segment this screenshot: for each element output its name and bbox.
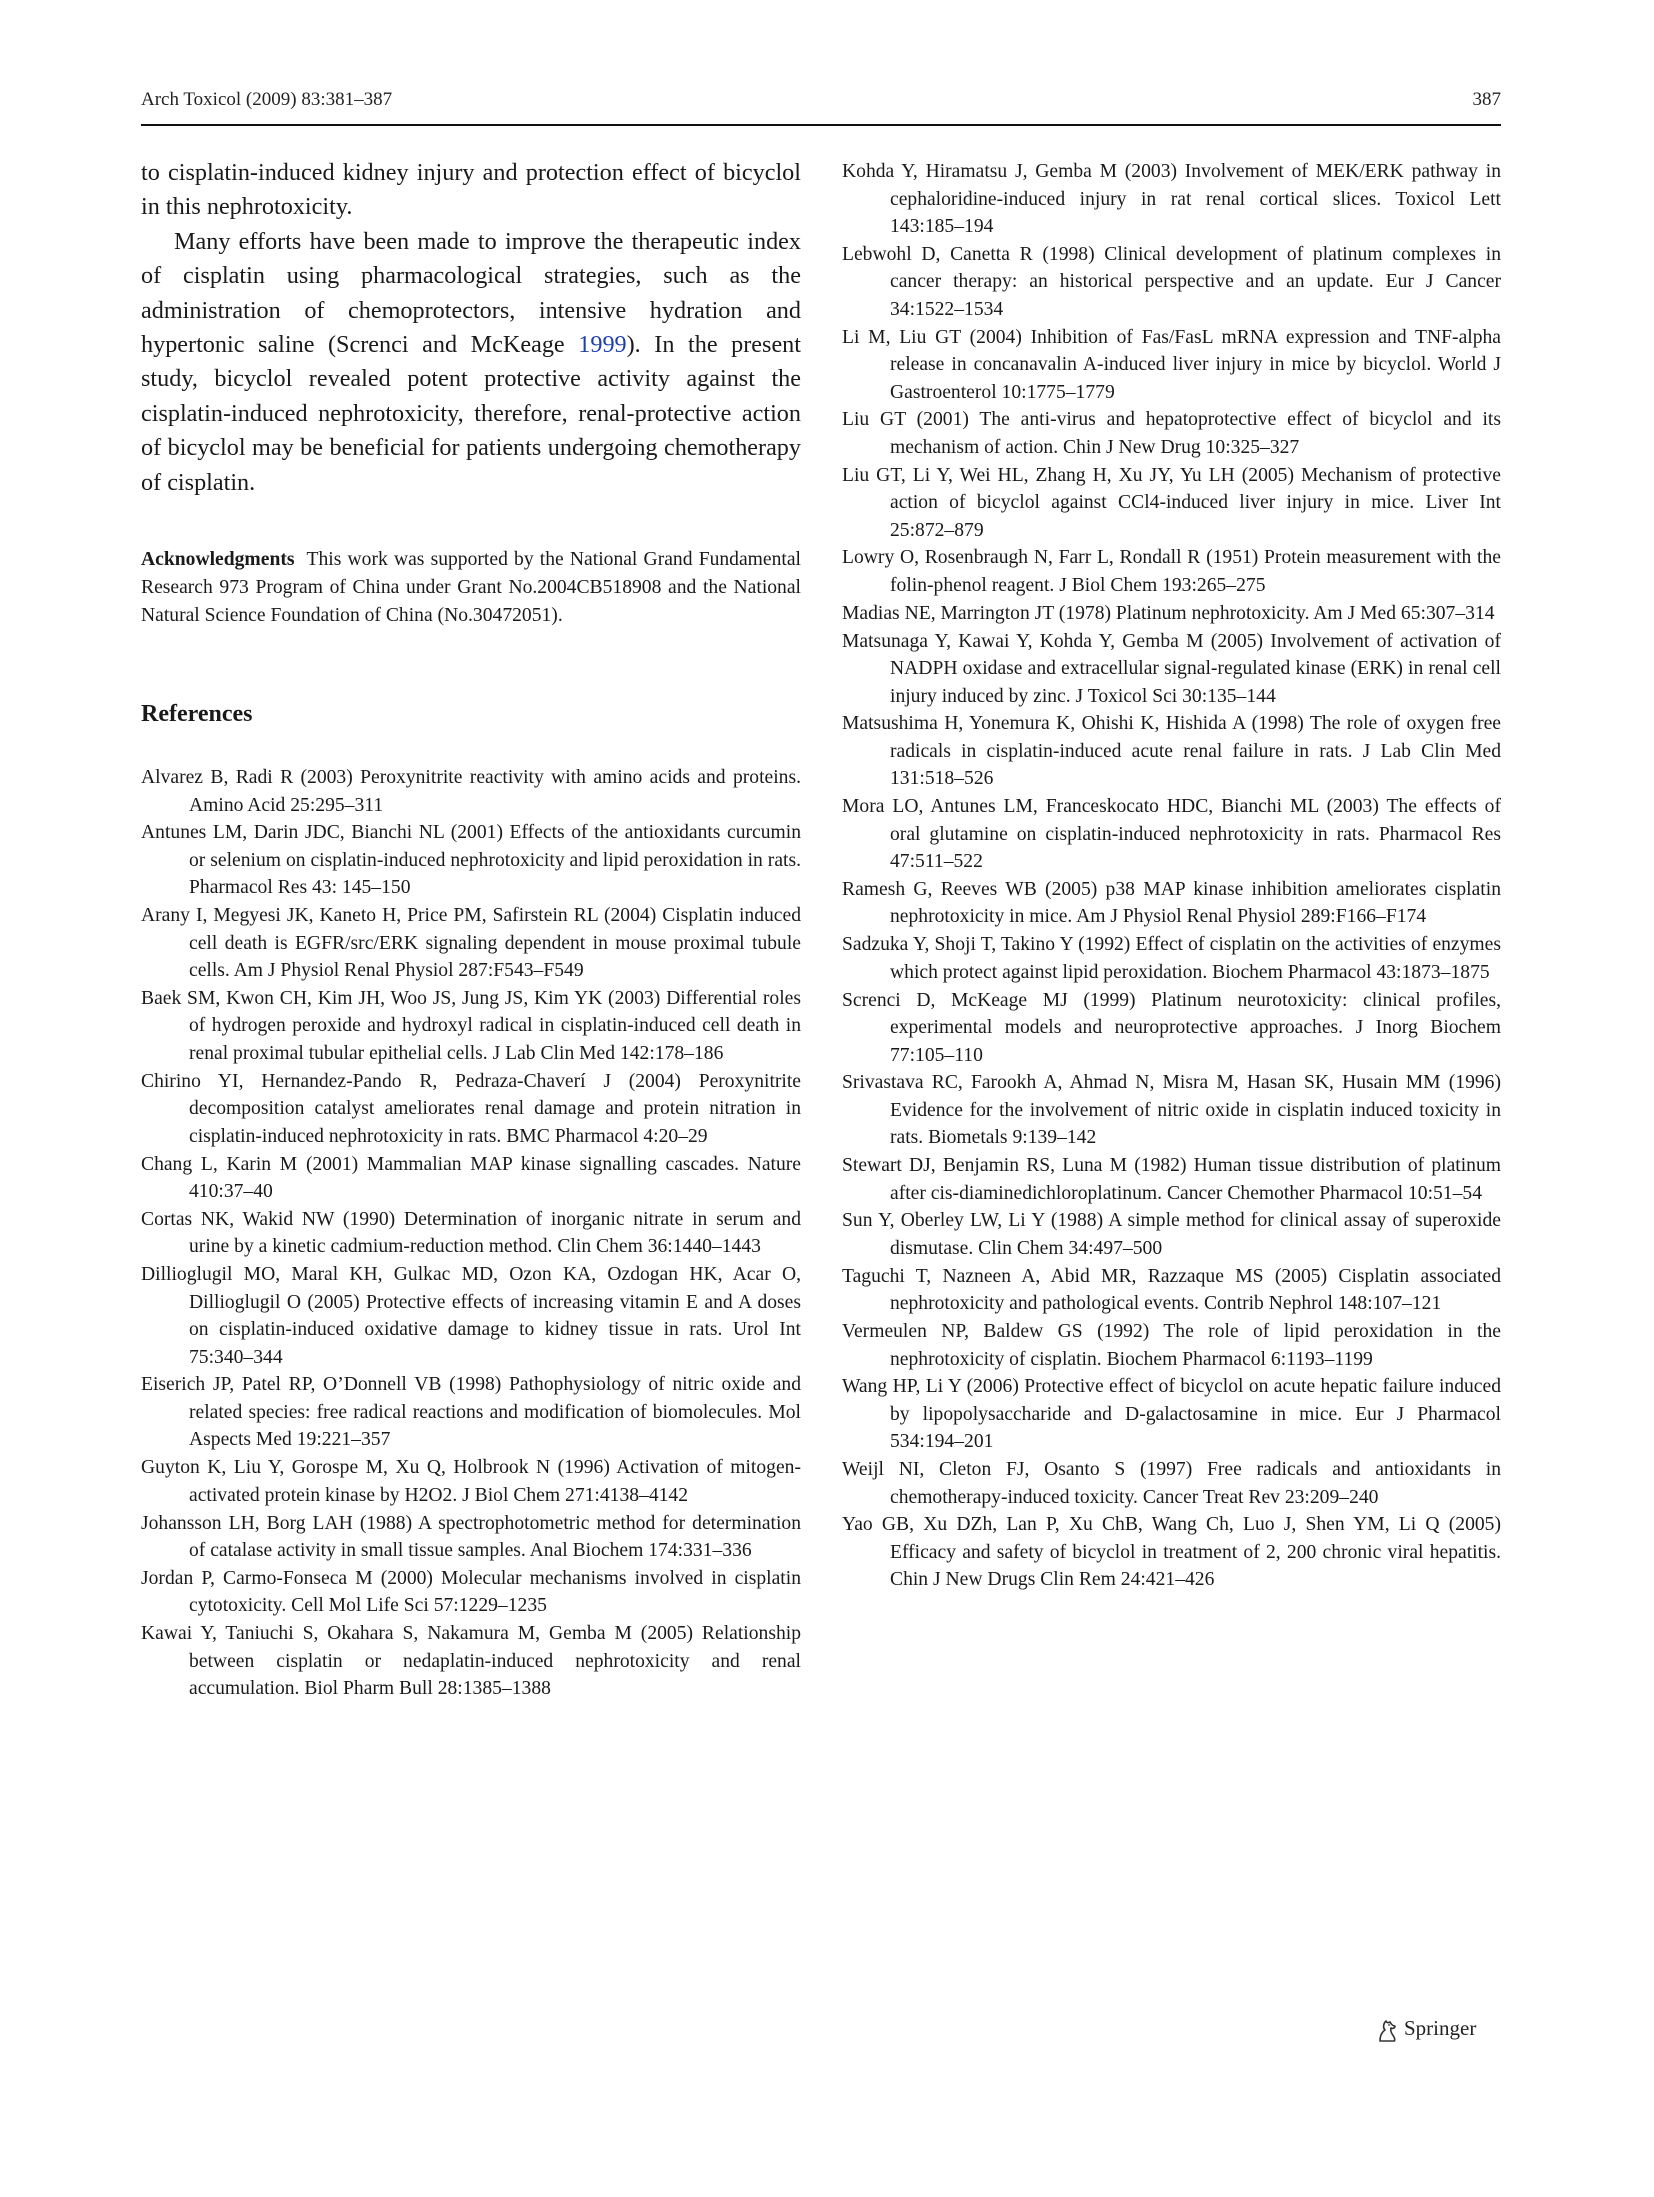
reference-item: Li M, Liu GT (2004) Inhibition of Fas/FasL mRNA expression and TNF-alpha release in concanavalin A-induced liver injury in mice by bicyclol. World J Gastroenterol 10:1775–1779 (842, 326, 1501, 403)
reference-item: Lowry O, Rosenbraugh N, Farr L, Rondall R (1951) Protein measurement with the folin-phenol reagent. J Biol Chem 193:265–275 (842, 547, 1501, 596)
springer-horse-icon (1374, 2017, 1400, 2043)
citation-link-1999[interactable]: 1999 (578, 331, 627, 359)
reference-item: Wang HP, Li Y (2006) Protective effect of bicyclol on acute hepatic failure induced by lipopolysaccharide and D-galactosamine in mice. Eur J Pharmacol 534:194–201 (842, 1376, 1501, 1453)
reference-item: Arany I, Megyesi JK, Kaneto H, Price PM, Safirstein RL (2004) Cisplatin induced cell death is EGFR/src/ERK signaling dependent in mouse proximal tubule cells. Am J Physiol Renal Physiol 287:F543–F549 (141, 905, 801, 982)
reference-item: Screnci D, McKeage MJ (1999) Platinum neurotoxicity: clinical profiles, experimental models and neuroprotective approaches. J Inorg Biochem 77:105–110 (842, 989, 1501, 1066)
reference-item: Guyton K, Liu Y, Gorospe M, Xu Q, Holbrook N (1996) Activation of mitogen-activated protein kinase by H2O2. J Biol Chem 271:4138–4142 (141, 1457, 801, 1506)
reference-item: Sadzuka Y, Shoji T, Takino Y (1992) Effect of cisplatin on the activities of enzymes which protect against lipid peroxidation. Biochem Pharmacol 43:1873–1875 (842, 934, 1501, 983)
reference-item: Mora LO, Antunes LM, Franceskocato HDC, Bianchi ML (2003) The effects of oral glutamine on cisplatin-induced nephrotoxicity in rats. Pharmacol Res 47:511–522 (842, 796, 1501, 873)
reference-item: Antunes LM, Darin JDC, Bianchi NL (2001) Effects of the antioxidants curcumin or selenium on cisplatin-induced nephrotoxicity and lipid peroxidation in rats. Pharmacol Res 43: 145–150 (141, 822, 801, 899)
paragraph-2-end: ). In the present study, bicyclol revealed potent protective activity against the cisplatin-induced nephrotoxicity, therefore, renal-protective action of bicyclol may be beneficial for patients undergoing chemotherapy of cisplatin. (141, 331, 801, 496)
reference-item: Weijl NI, Cleton FJ, Osanto S (1997) Free radicals and antioxidants in chemotherapy-induced toxicity. Cancer Treat Rev 23:209–240 (842, 1459, 1501, 1508)
reference-item: Chirino YI, Hernandez-Pando R, Pedraza-Chaverí J (2004) Peroxynitrite decomposition catalyst ameliorates renal damage and protein nitration in cisplatin-induced nephrotoxicity in rats. BMC Pharmacol 4:20–29 (141, 1070, 801, 1147)
reference-item: Yao GB, Xu DZh, Lan P, Xu ChB, Wang Ch, Luo J, Shen YM, Li Q (2005) Efficacy and safety of bicyclol in treatment of 2, 200 chronic viral hepatitis. Chin J New Drugs Clin Rem 24:421–426 (842, 1514, 1501, 1591)
reference-list-left (141, 764, 801, 1703)
reference-item: Kawai Y, Taniuchi S, Okahara S, Nakamura M, Gemba M (2005) Relationship between cisplatin or nedaplatin-induced nephrotoxicity and renal accumulation. Biol Pharm Bull 28:1385–1388 (141, 1623, 801, 1700)
running-header (141, 89, 1501, 125)
reference-item: Baek SM, Kwon CH, Kim JH, Woo JS, Jung JS, Kim YK (2003) Differential roles of hydrogen peroxide and hydroxyl radical in cisplatin-induced cell death in renal proximal tubular epithelial cells. J Lab Clin Med 142:178–186 (141, 987, 801, 1064)
reference-item: Jordan P, Carmo-Fonseca M (2000) Molecular mechanisms involved in cisplatin cytotoxicity. Cell Mol Life Sci 57:1229–1235 (141, 1567, 801, 1617)
body-paragraph-2 (141, 225, 801, 500)
acknowledgments-heading: Acknowledgments (141, 549, 295, 571)
body-paragraph-1: to cisplatin-induced kidney injury and protection effect of bicyclol in this nephrotoxicity. (141, 159, 801, 221)
reference-item: Kohda Y, Hiramatsu J, Gemba M (2003) Involvement of MEK/ERK pathway in cephaloridine-induced injury in rat renal cortical slices. Toxicol Lett 143:185–194 (842, 161, 1501, 237)
reference-item: Lebwohl D, Canetta R (1998) Clinical development of platinum complexes in cancer therapy: an historical perspective and an update. Eur J Cancer 34:1522–1534 (842, 243, 1501, 320)
right-column (842, 158, 1501, 1594)
reference-item: Liu GT (2001) The anti-virus and hepatoprotective effect of bicyclol and its mechanism of action. Chin J New Drug 10:325–327 (842, 409, 1501, 458)
reference-item: Stewart DJ, Benjamin RS, Luna M (1982) Human tissue distribution of platinum after cis-diaminedichloroplatinum. Cancer Chemother Pharmacol 10:51–54 (842, 1155, 1501, 1204)
reference-item: Johansson LH, Borg LAH (1988) A spectrophotometric method for determination of catalase activity in small tissue samples. Anal Biochem 174:331–336 (141, 1512, 801, 1562)
paragraph-2-start: Many efforts have been made to improve the therapeutic index of cisplatin using pharmacological strategies, such as the administration of chemoprotectors, intensive hydration and hypertonic saline (Screnci and McKeage (141, 227, 801, 359)
reference-item: Cortas NK, Wakid NW (1990) Determination of inorganic nitrate in serum and urine by a kinetic cadmium-reduction method. Clin Chem 36:1440–1443 (141, 1208, 801, 1258)
reference-item: Matsushima H, Yonemura K, Ohishi K, Hishida A (1998) The role of oxygen free radicals in cisplatin-induced acute renal failure in rats. J Lab Clin Med 131:518–526 (842, 713, 1501, 790)
publisher-footer (1374, 2013, 1504, 2053)
acknowledgments-text: This work was supported by the National Grand Fundamental Research 973 Program of China under Grant No.2004CB518908 and the National Natural Science Foundation of China (No.30472051). (141, 549, 801, 627)
references-heading: References (141, 701, 253, 728)
reference-list-right (842, 158, 1501, 1594)
reference-item: Madias NE, Marrington JT (1978) Platinum nephrotoxicity. Am J Med 65:307–314 (842, 602, 1495, 624)
reference-item: Eiserich JP, Patel RP, O’Donnell VB (1998) Pathophysiology of nitric oxide and related species: free radical reactions and modification of biomolecules. Mol Aspects Med 19:221–357 (141, 1374, 801, 1451)
header-rule (141, 124, 1501, 126)
reference-item: Chang L, Karin M (2001) Mammalian MAP kinase signalling cascades. Nature 410:37–40 (141, 1153, 801, 1203)
reference-item: Alvarez B, Radi R (2003) Peroxynitrite reactivity with amino acids and proteins. Amino Acid 25:295–311 (141, 767, 801, 816)
left-column (141, 156, 801, 1703)
reference-item: Taguchi T, Nazneen A, Abid MR, Razzaque MS (2005) Cisplatin associated nephrotoxicity and pathological events. Contrib Nephrol 148:107–121 (842, 1265, 1501, 1315)
reference-item: Ramesh G, Reeves WB (2005) p38 MAP kinase inhibition ameliorates cisplatin nephrotoxicity in mice. Am J Physiol Renal Physiol 289:F166–F174 (842, 878, 1501, 928)
reference-item: Liu GT, Li Y, Wei HL, Zhang H, Xu JY, Yu LH (2005) Mechanism of protective action of bicyclol against CCl4-induced liver injury in mice. Liver Int 25:872–879 (842, 464, 1501, 541)
reference-item: Vermeulen NP, Baldew GS (1992) The role of lipid peroxidation in the nephrotoxicity of cisplatin. Biochem Pharmacol 6:1193–1199 (842, 1321, 1501, 1370)
journal-citation: Arch Toxicol (2009) 83:381–387 (141, 89, 393, 110)
page-number: 387 (1472, 89, 1501, 110)
acknowledgments (141, 546, 801, 630)
reference-item: Srivastava RC, Farookh A, Ahmad N, Misra M, Hasan SK, Husain MM (1996) Evidence for the involvement of nitric oxide in cisplatin induced toxicity in rats. Biometals 9:139–142 (842, 1072, 1501, 1149)
reference-item: Dillioglugil MO, Maral KH, Gulkac MD, Ozon KA, Ozdogan HK, Acar O, Dillioglugil O (2005) Protective effects of increasing vitamin E and A doses on cisplatin-induced oxidative damage to kidney tissue in rats. Urol Int 75:340–344 (141, 1264, 801, 1368)
reference-item: Matsunaga Y, Kawai Y, Kohda Y, Gemba M (2005) Involvement of activation of NADPH oxidase and extracellular signal-regulated kinase (ERK) in renal cell injury induced by zinc. J Toxicol Sci 30:135–144 (842, 630, 1501, 707)
publisher-name: Springer (1404, 2016, 1477, 2040)
reference-item: Sun Y, Oberley LW, Li Y (1988) A simple method for clinical assay of superoxide dismutase. Clin Chem 34:497–500 (842, 1210, 1501, 1259)
